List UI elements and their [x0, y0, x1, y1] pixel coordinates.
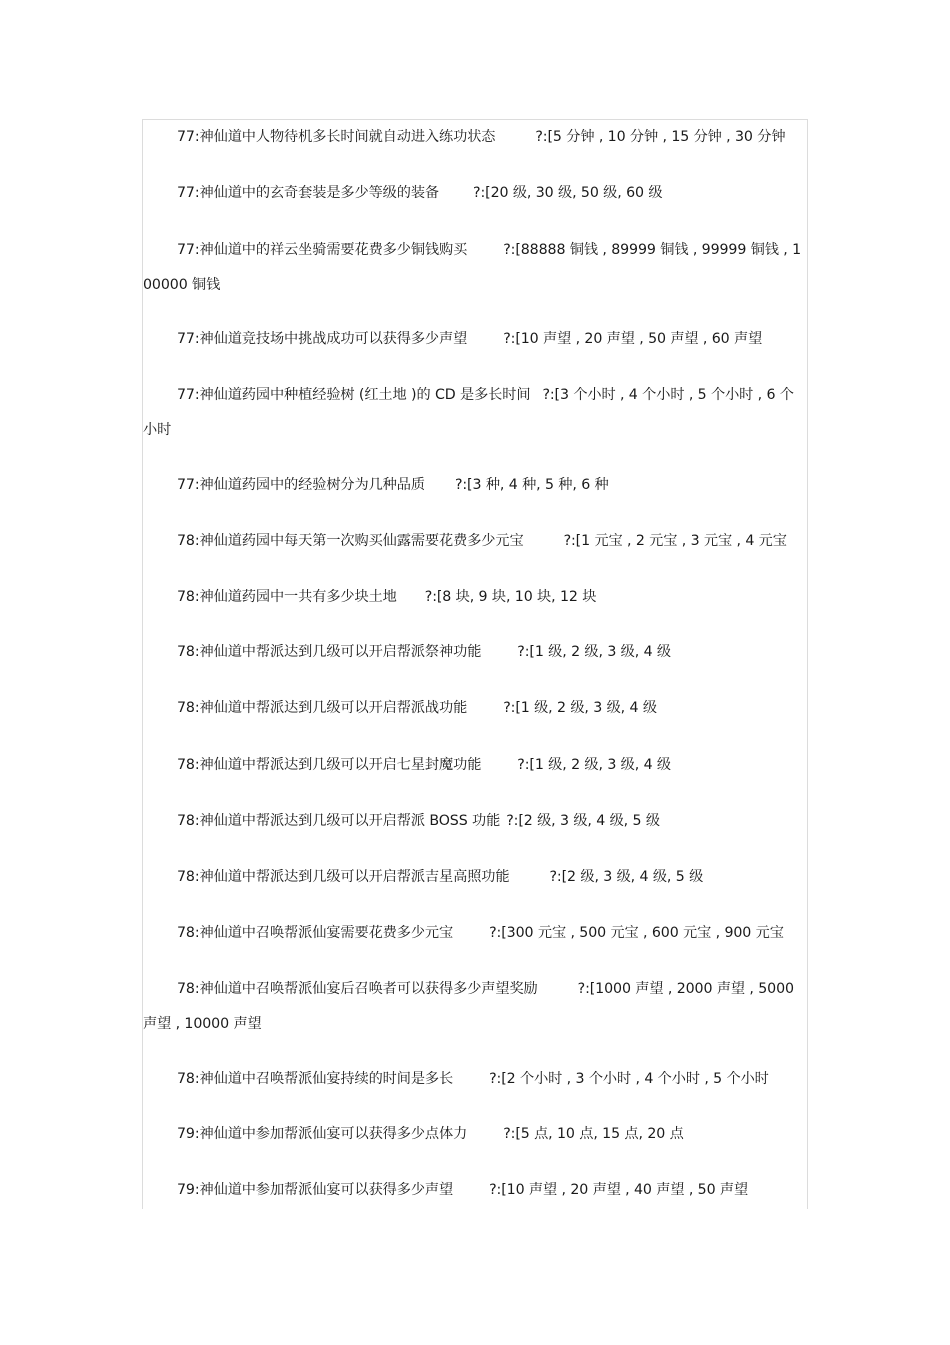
- answer-options: ?:[3 个小时 , 4 个小时 , 5 个小时 , 6 个小时: [143, 387, 794, 438]
- list-item: [143, 691, 807, 726]
- list-item: [143, 1173, 807, 1208]
- answer-options: ?:[1 级, 2 级, 3 级, 4 级: [517, 644, 671, 660]
- question-text: 77:神仙道竞技场中挑战成功可以获得多少声望: [177, 331, 468, 347]
- question-text: 78:神仙道中帮派达到几级可以开启帮派 BOSS 功能: [177, 813, 501, 829]
- answer-options: ?:[1 元宝 , 2 元宝 , 3 元宝 , 4 元宝: [563, 533, 787, 549]
- question-text: 79:神仙道中参加帮派仙宴可以获得多少点体力: [177, 1126, 468, 1142]
- question-text: 77:神仙道中的祥云坐骑需要花费多少铜钱购买: [177, 242, 468, 258]
- list-item: [143, 378, 807, 448]
- question-text: 78:神仙道中召唤帮派仙宴持续的时间是多长: [177, 1071, 454, 1087]
- answer-options: ?:[10 声望 , 20 声望 , 40 声望 , 50 声望: [489, 1182, 749, 1198]
- list-item: [143, 860, 807, 895]
- answer-options: ?:[1 级, 2 级, 3 级, 4 级: [503, 700, 657, 716]
- answer-options: ?:[2 级, 3 级, 4 级, 5 级: [549, 869, 704, 885]
- list-item: [143, 1117, 807, 1152]
- list-item: [143, 524, 807, 559]
- answer-options: ?:[3 种, 4 种, 5 种, 6 种: [454, 477, 609, 493]
- question-text: 79:神仙道中参加帮派仙宴可以获得多少声望: [177, 1182, 454, 1198]
- answer-options: ?:[2 个小时 , 3 个小时 , 4 个小时 , 5 个小时: [489, 1071, 769, 1087]
- question-text: 78:神仙道药园中一共有多少块土地: [177, 589, 397, 605]
- answer-options: ?:[5 点, 10 点, 15 点, 20 点: [503, 1126, 684, 1142]
- question-text: 77:神仙道药园中的经验树分为几种品质: [177, 477, 425, 493]
- question-text: 78:神仙道中帮派达到几级可以开启七星封魔功能: [177, 757, 482, 773]
- question-text: 78:神仙道中召唤帮派仙宴后召唤者可以获得多少声望奖励: [177, 981, 538, 997]
- answer-options: ?:[1 级, 2 级, 3 级, 4 级: [517, 757, 671, 773]
- question-text: 77:神仙道药园中种植经验树 (红土地 )的 CD 是多长时间: [177, 387, 531, 403]
- list-item: [143, 233, 807, 303]
- list-item: [143, 468, 807, 503]
- list-item: [143, 972, 807, 1042]
- list-item: [143, 1062, 807, 1097]
- list-item: [143, 322, 807, 357]
- list-item: [143, 804, 807, 839]
- question-text: 78:神仙道中帮派达到几级可以开启帮派战功能: [177, 700, 468, 716]
- list-item: [143, 748, 807, 783]
- answer-options: ?:[1000 声望 , 2000 声望 , 5000 声望 , 10000 声望: [143, 981, 794, 1032]
- question-text: 78:神仙道药园中每天第一次购买仙露需要花费多少元宝: [177, 533, 524, 549]
- answer-options: ?:[8 块, 9 块, 10 块, 12 块: [424, 589, 597, 605]
- question-text: 78:神仙道中帮派达到几级可以开启帮派祭神功能: [177, 644, 482, 660]
- question-text: 78:神仙道中帮派达到几级可以开启帮派吉星高照功能: [177, 869, 510, 885]
- list-item: [143, 580, 807, 615]
- question-text: 77:神仙道中的玄奇套装是多少等级的装备: [177, 185, 440, 201]
- answer-options: ?:[88888 铜钱 , 89999 铜钱 , 99999 铜钱 , 100000 铜钱: [143, 242, 802, 293]
- question-text: 78:神仙道中召唤帮派仙宴需要花费多少元宝: [177, 925, 454, 941]
- list-item: [143, 120, 807, 155]
- question-text: 77:神仙道中人物待机多长时间就自动进入练功状态: [177, 129, 496, 145]
- list-item: [143, 635, 807, 670]
- answer-options: ?:[2 级, 3 级, 4 级, 5 级: [506, 813, 660, 829]
- answer-options: ?:[10 声望 , 20 声望 , 50 声望 , 60 声望: [503, 331, 763, 347]
- answer-options: ?:[20 级, 30 级, 50 级, 60 级: [473, 185, 663, 201]
- answer-options: ?:[5 分钟 , 10 分钟 , 15 分钟 , 30 分钟: [535, 129, 786, 145]
- answer-options: ?:[300 元宝 , 500 元宝 , 600 元宝 , 900 元宝: [489, 925, 784, 941]
- list-item: [143, 176, 807, 211]
- list-item: [143, 916, 807, 951]
